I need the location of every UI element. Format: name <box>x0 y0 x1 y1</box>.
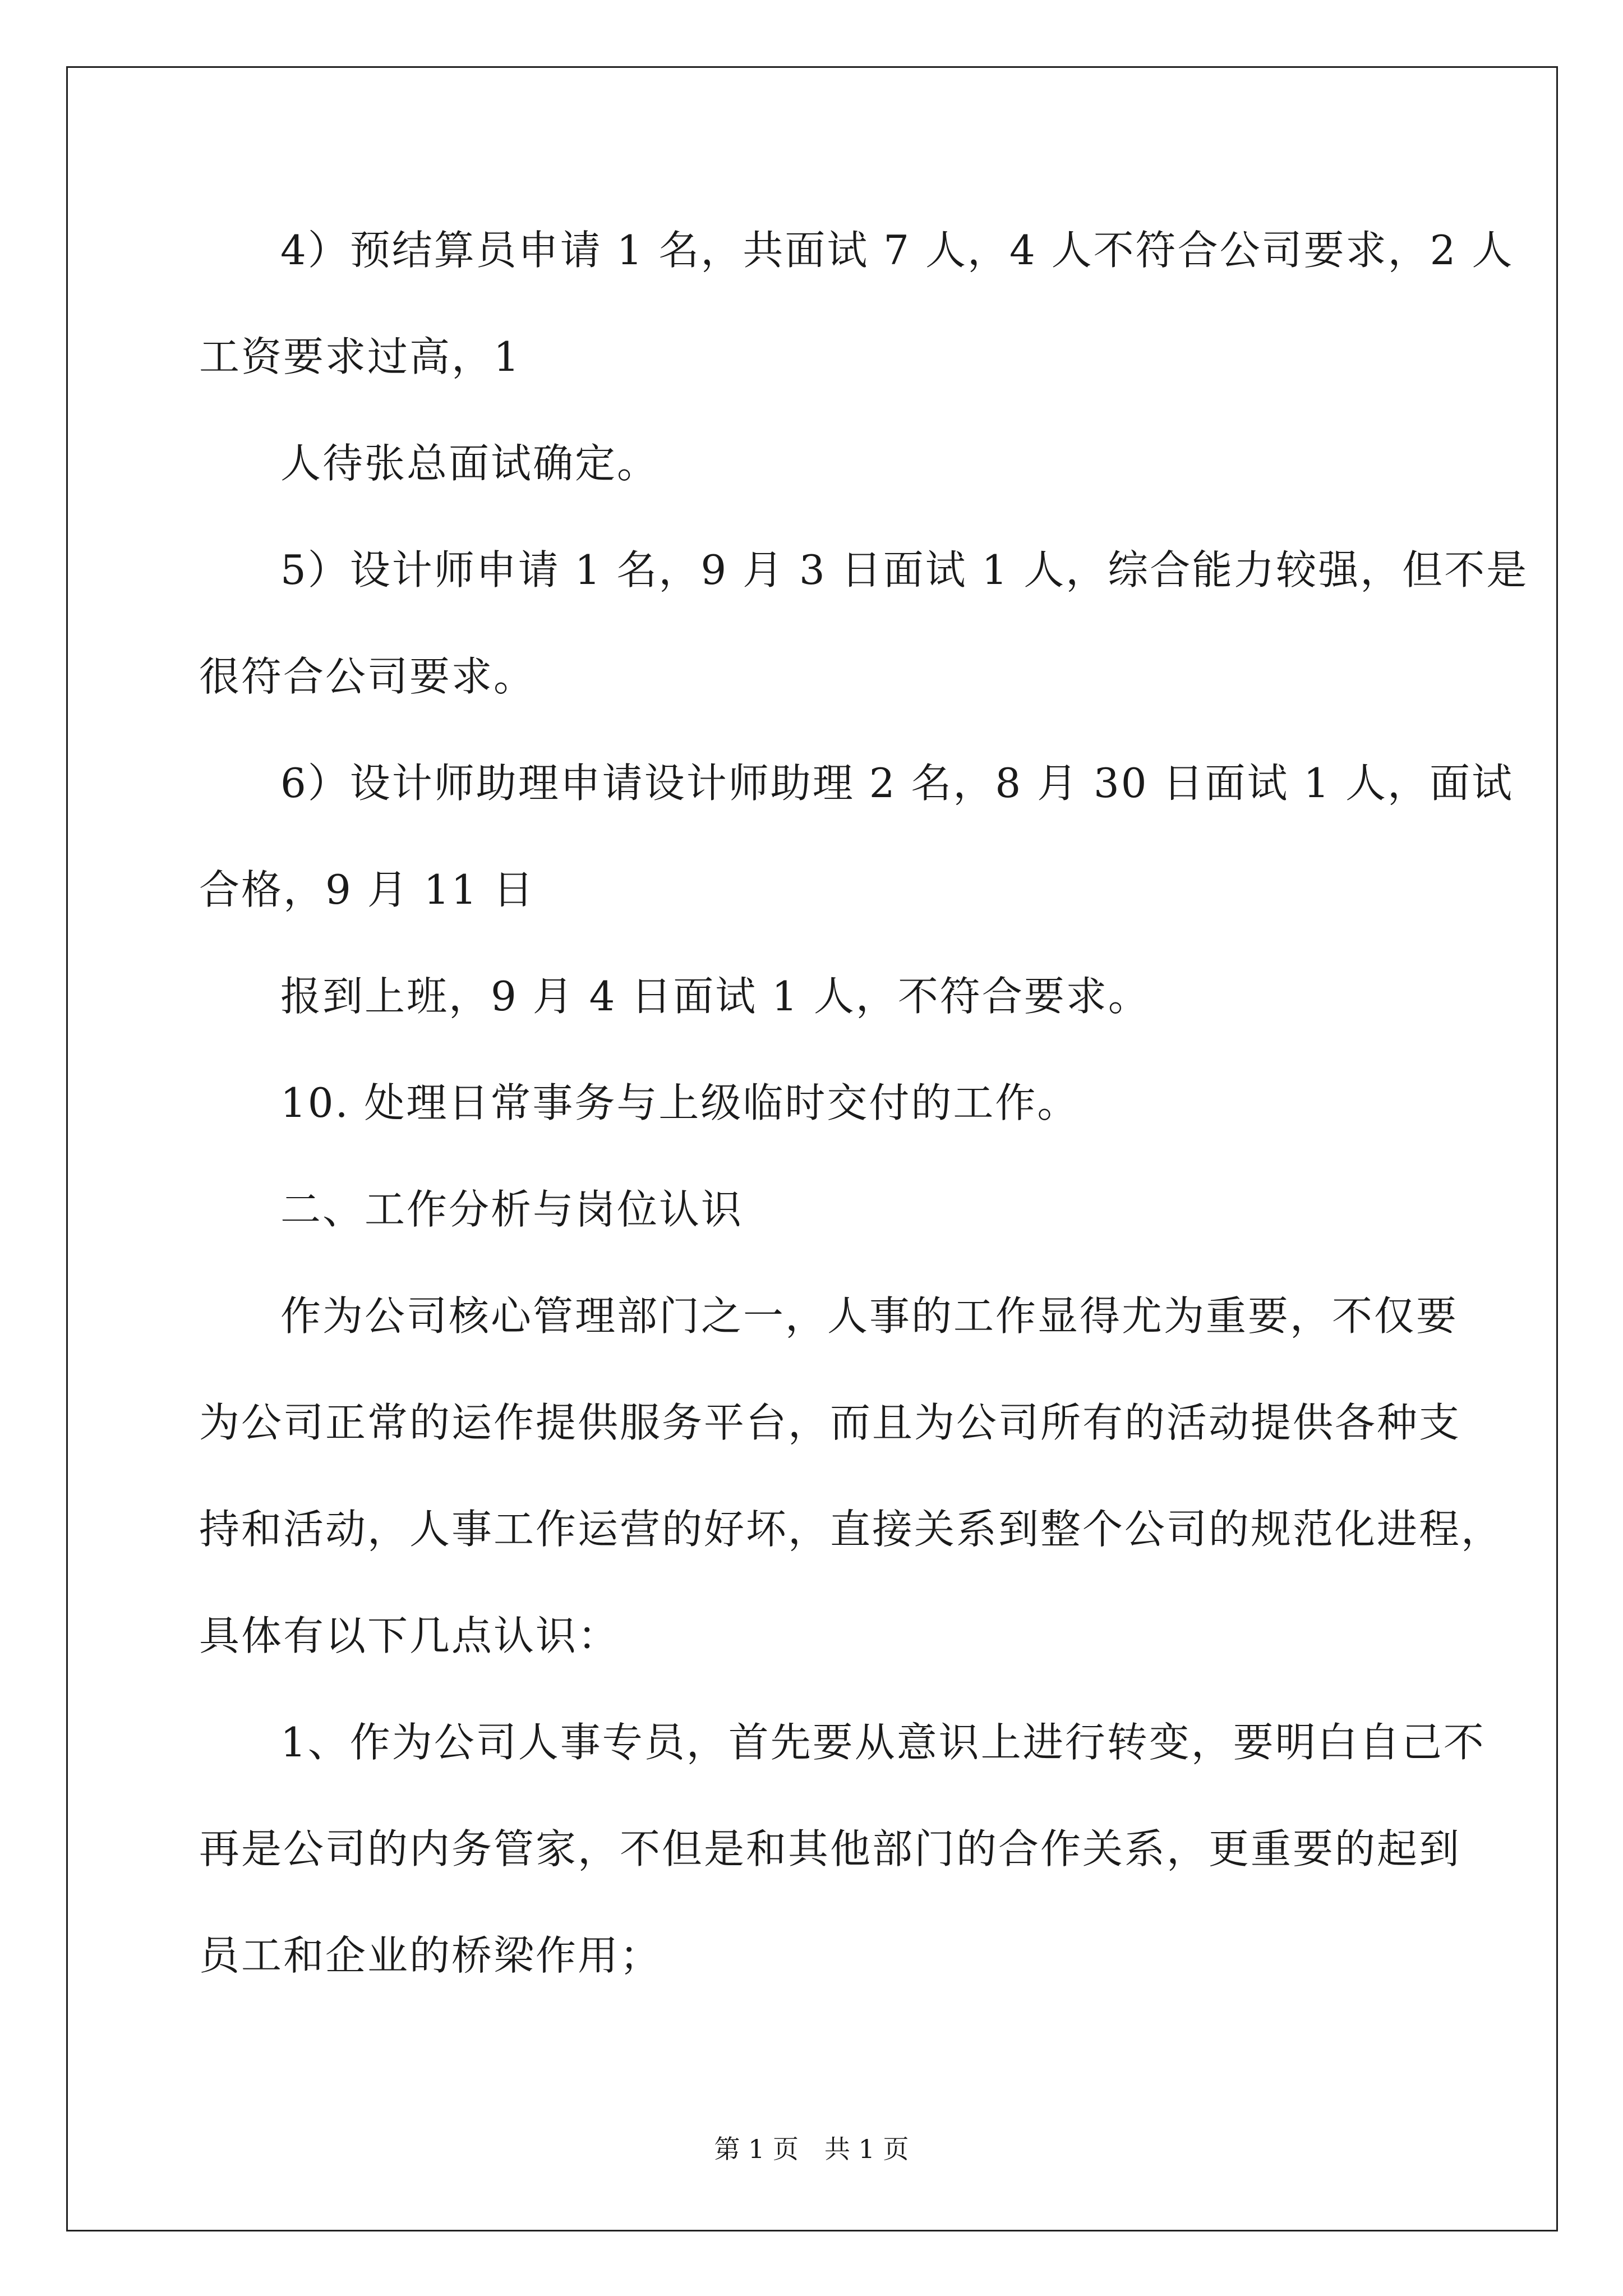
text-line-5: 很符合公司要求。 <box>199 653 536 700</box>
text-line-6: 6）设计师助理申请设计师助理 2 名，8 月 30 日面试 1 人，面试 <box>280 760 1514 807</box>
text-line-14: 具体有以下几点认识： <box>199 1612 620 1659</box>
text-line-17: 员工和企业的桥梁作用； <box>199 1932 662 1979</box>
text-line-2: 工资要求过高，1 <box>199 333 521 380</box>
text-line-7: 合格，9 月 11 日 <box>199 866 536 913</box>
text-line-13: 持和活动，人事工作运营的好坏，直接关系到整个公司的规范化进程， <box>199 1506 1504 1553</box>
text-line-9: 10. 处理日常事务与上级临时交付的工作。 <box>280 1079 1080 1126</box>
text-line-15: 1、作为公司人事专员，首先要从意识上进行转变，要明白自己不 <box>280 1719 1486 1766</box>
page-footer: 第 1 页 共 1 页 <box>714 2134 909 2164</box>
text-line-3: 人待张总面试确定。 <box>280 440 660 487</box>
text-line-8: 报到上班，9 月 4 日面试 1 人，不符合要求。 <box>280 973 1150 1020</box>
text-line-11: 作为公司核心管理部门之一，人事的工作显得尤为重要，不仅要 <box>280 1292 1459 1340</box>
page-border <box>66 66 1558 2231</box>
section-heading: 二、工作分析与岗位认识 <box>280 1186 744 1233</box>
text-line-12: 为公司正常的运作提供服务平台，而且为公司所有的活动提供各种支 <box>199 1399 1461 1446</box>
text-line-16: 再是公司的内务管家，不但是和其他部门的合作关系，更重要的起到 <box>199 1825 1461 1872</box>
text-line-4: 5）设计师申请 1 名，9 月 3 日面试 1 人，综合能力较强，但不是 <box>280 546 1529 593</box>
text-line-1: 4）预结算员申请 1 名，共面试 7 人，4 人不符合公司要求，2 人 <box>280 227 1514 274</box>
